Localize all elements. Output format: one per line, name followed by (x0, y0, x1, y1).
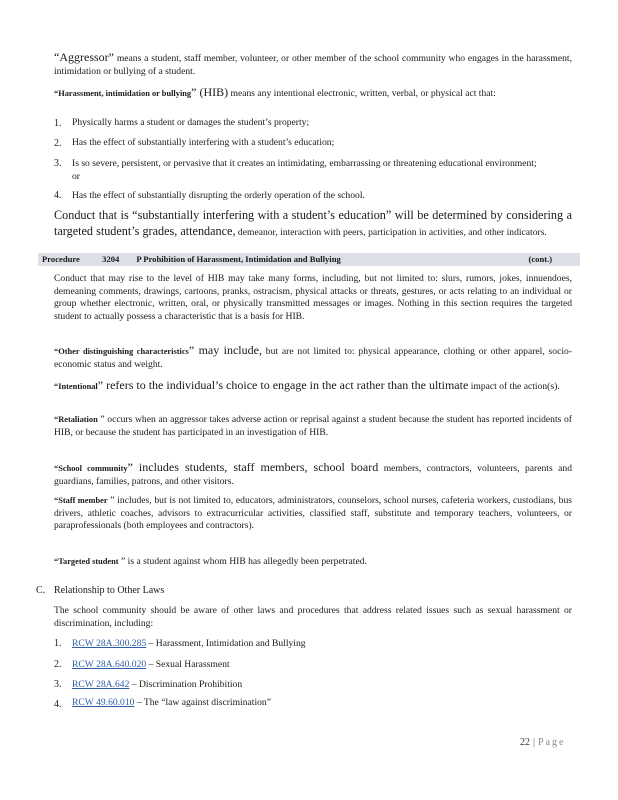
law-item (72, 679, 572, 692)
definition-staff-member (54, 495, 572, 533)
page-number: 22 (520, 737, 530, 748)
list-item: Physically harms a student or damages the student’s property; (72, 117, 310, 128)
term-hib-tail: ” (HIB) (191, 85, 229, 99)
banner-cont: (cont.) (528, 254, 553, 264)
term-aggressor: “Aggressor” (54, 50, 114, 64)
definition-lead: ” refers to the individual’s choice to engage in the act rather than the ultimate (97, 378, 469, 392)
section-c-label: C. (36, 585, 46, 596)
law-description: – Sexual Harassment (148, 659, 230, 670)
footer-separator: | (533, 737, 536, 748)
term-other-distinguishing: “Other distinguishing characteristics (54, 347, 189, 356)
law-description: – Harassment, Intimidation and Bullying (148, 638, 306, 649)
term-intentional: “Intentional (54, 382, 98, 391)
definition-aggressor (54, 51, 572, 78)
banner-title: P Prohibition of Harassment, Intimidation and Bullying (136, 254, 341, 264)
banner-procedure: Procedure (42, 254, 80, 264)
definition-text: ” is a student against whom HIB has allegedly been perpetrated. (121, 556, 367, 567)
term-targeted-student: “Targeted student (54, 557, 119, 566)
section-c-title: Relationship to Other Laws (54, 585, 165, 596)
procedure-banner (38, 253, 580, 266)
definition-targeted-student (54, 556, 572, 569)
law-number: 4. (54, 699, 62, 710)
definition-retaliation (54, 414, 572, 439)
list-item: Has the effect of substantially interfering with a student’s education; (72, 137, 335, 148)
definition-aggressor-text: means a student, staff member, volunteer, or other member of the school community who engages in the harassment, intimidation or bullying of a student. (54, 53, 572, 77)
definition-hib-text: means any intentional electronic, written, verbal, or physical act that: (230, 88, 496, 99)
definition-lead: ” may include, (188, 343, 262, 357)
list-item-number: 4. (54, 190, 62, 201)
definition-school-community (54, 461, 572, 488)
law-number: 2. (54, 659, 62, 670)
law-item (72, 638, 572, 651)
law-item (72, 659, 572, 672)
definition-other-distinguishing (54, 344, 572, 371)
term-school-community: “School community (54, 464, 128, 473)
rcw-link[interactable]: RCW 49.60.010 (72, 697, 135, 708)
law-item (72, 697, 572, 710)
law-number: 3. (54, 679, 62, 690)
rcw-link[interactable]: RCW 28A.642 (72, 679, 130, 690)
law-number: 1. (54, 638, 62, 649)
conduct-paragraph (54, 208, 572, 239)
definition-intentional (54, 379, 572, 394)
list-item-number: 2. (54, 138, 62, 149)
law-description: – Discrimination Prohibition (131, 679, 243, 690)
definition-text: impact of the action(s). (470, 381, 560, 392)
term-hib: “Harassment, intimidation or bullying (54, 89, 192, 98)
section-c-intro: The school community should be aware of other laws and procedures that address related issues such as sexual harassment or discrimination, including: (54, 605, 572, 629)
definition-text: ” occurs when an aggressor takes adverse action or reprisal against a student because the student has reported incidents of HIB, or because the student has participated in an investigation of HIB. (54, 414, 572, 438)
banner-number: 3204 (102, 254, 120, 264)
list-item: Is so severe, persistent, or pervasive that it creates an intimidating, embarrassing or threatening educational environment; or (72, 158, 537, 182)
conduct-tail: demeanor, interaction with peers, participation in activities, and other indicators. (237, 226, 547, 238)
rcw-link[interactable]: RCW 28A.640.020 (72, 659, 147, 670)
list-item: Has the effect of substantially disrupting the orderly operation of the school. (72, 190, 365, 201)
definition-lead: ” includes students, staff members, school board (127, 460, 379, 474)
list-item-number: 1. (54, 118, 62, 129)
definition-text: ” includes, but is not limited to, educators, administrators, counselors, school nurses, cafeteria workers, custodians, bus drivers, athletic coaches, advisors to extracurricular activities, classified staff, substitute and temporary teachers, volunteers, or paraprofessionals (both employees and contractors). (54, 495, 572, 532)
law-description: – The “law against discrimination” (136, 697, 271, 708)
definition-hib (54, 86, 572, 101)
conduct-forms-paragraph: Conduct that may rise to the level of HIB may take many forms, including, but not limited to: slurs, rumors, jokes, innuendoes, demeaning comments, drawings, cartoons, pranks, ostracism, physical attacks or threats, gestures, or acts relating to an individual or group whether electronic, written, oral, or physically transmitted messages or images. Nothing in this section requires the targeted student to actually possess a characteristic that is a basis for HIB. (54, 273, 572, 322)
page-footer (520, 737, 565, 748)
term-staff-member: “Staff member (54, 496, 108, 505)
definition-text: but are not limited to: physical appearance, clothing or other apparel, socio-economic status and weight. (54, 346, 573, 370)
conduct-lead: Conduct that is “substantially interfering with a student’s education” will be determined by considering a targeted student’s grades, attendance, (54, 208, 572, 238)
term-retaliation: “Retaliation (54, 415, 98, 424)
list-item-number: 3. (54, 158, 62, 169)
page-label: Page (538, 737, 566, 748)
rcw-link[interactable]: RCW 28A.300.285 (72, 638, 147, 649)
definition-text: members, contractors, volunteers, parents and guardians, families, patrons, and other visitors. (54, 463, 572, 487)
